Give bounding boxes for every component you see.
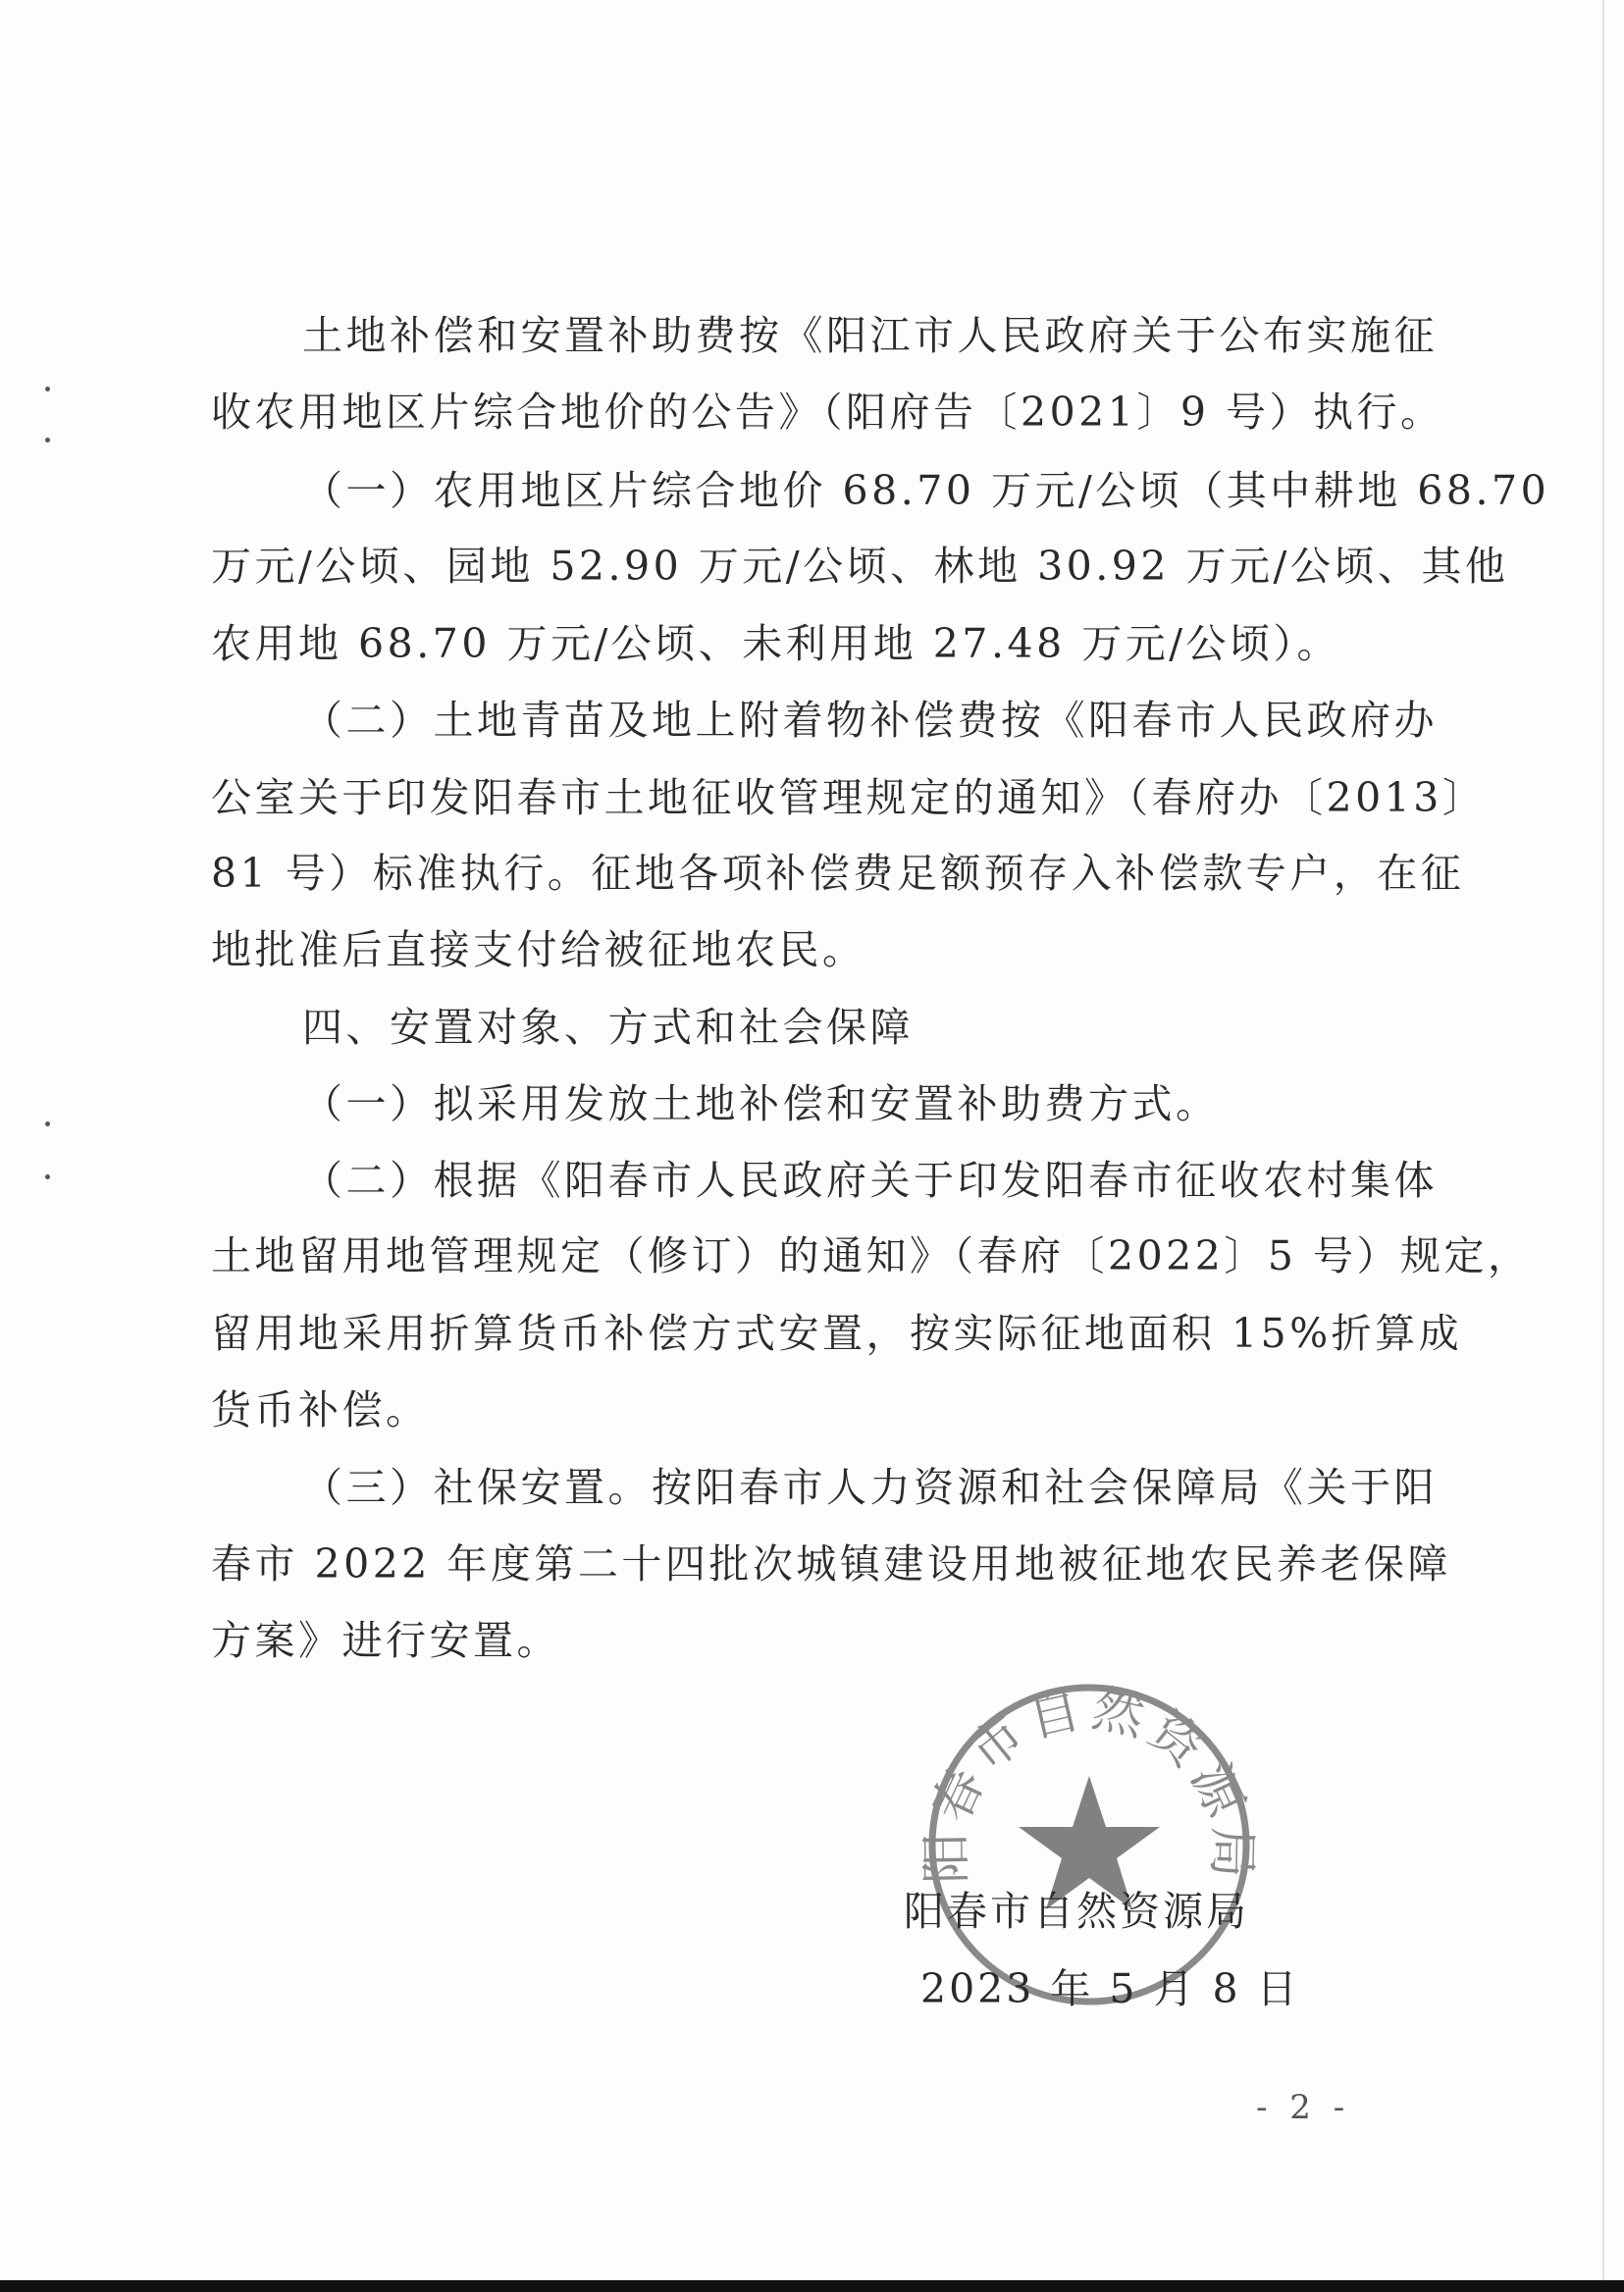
body-line: 土地补偿和安置补助费按《阳江市人民政府关于公布实施征 [302,312,1438,359]
scan-speck [45,1174,50,1179]
scan-speck [45,438,50,443]
body-line: 万元/公顷、园地 52.90 万元/公顷、林地 30.92 万元/公顷、其他 [211,543,1509,590]
body-line: （二）根据《阳春市人民政府关于印发阳春市征收农村集体 [302,1157,1438,1204]
page-number: - 2 - [1256,2088,1351,2127]
body-line: 公室关于印发阳春市土地征收管理规定的通知》（春府办〔2013〕 [211,774,1487,821]
body-line: 81 号）标准执行。征地各项补偿费足额预存入补偿款专户，在征 [211,850,1465,897]
scan-speck [45,387,50,391]
body-line: （一）农用地区片综合地价 68.70 万元/公顷（其中耕地 68.70 [302,467,1550,514]
body-line: （二）土地青苗及地上附着物补偿费按《阳春市人民政府办 [302,697,1438,744]
body-line: （一）拟采用发放土地补偿和安置补助费方式。 [302,1080,1220,1127]
section-heading: 四、安置对象、方式和社会保障 [302,1004,914,1051]
scan-border [0,2280,1624,2292]
scan-speck [45,1121,50,1126]
issue-date: 2023 年 5 月 8 日 [920,1965,1300,2012]
body-line: 土地留用地管理规定（修订）的通知》（春府〔2022〕5 号）规定， [211,1232,1532,1279]
body-line: 地批准后直接支付给被征地农民。 [211,926,866,973]
body-line: 收农用地区片综合地价的公告》（阳府告〔2021〕9 号）执行。 [211,389,1444,436]
body-line: （三）社保安置。按阳春市人力资源和社会保障局《关于阳 [302,1464,1438,1511]
body-line: 留用地采用折算货币补偿方式安置，按实际征地面积 15%折算成 [211,1310,1463,1357]
scan-edge [1602,0,1604,2292]
body-line: 方案》进行安置。 [211,1617,560,1664]
seal-text: 阳春市自然资源局 [917,1679,1262,1885]
body-line: 货币补偿。 [211,1386,430,1433]
body-line: 春市 2022 年度第二十四批次城镇建设用地被征地农民养老保障 [211,1540,1451,1588]
issuer-name: 阳春市自然资源局 [904,1888,1249,1935]
body-line: 农用地 68.70 万元/公顷、未利用地 27.48 万元/公顷）。 [211,620,1341,667]
